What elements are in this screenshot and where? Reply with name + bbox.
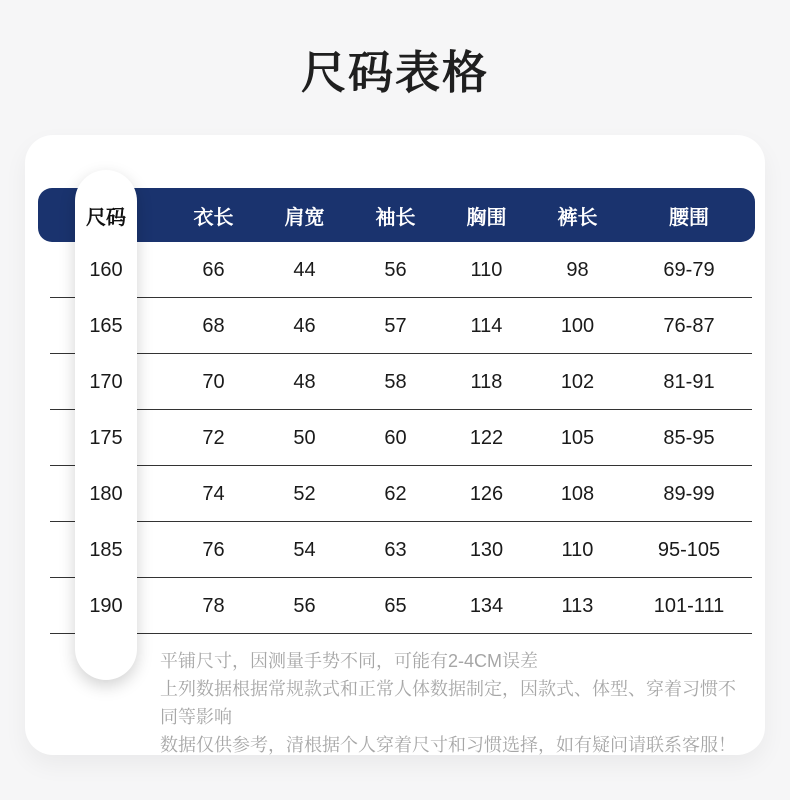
note-line: 数据仅供参考，清根据个人穿着尺寸和习惯选择，如有疑问请联系客服！	[160, 735, 736, 755]
size-value: 180	[89, 482, 123, 505]
cell-value: 122	[469, 426, 504, 449]
cell-value: 102	[560, 370, 595, 393]
table-row	[38, 466, 755, 522]
cell-value: 98	[566, 258, 589, 281]
cell-value: 130	[469, 538, 504, 561]
cell-value: 95-105	[657, 538, 721, 561]
cell-value: 118	[470, 370, 503, 393]
size-value: 170	[89, 370, 123, 393]
cell-value: 56	[384, 258, 407, 281]
cell-value: 85-95	[663, 426, 715, 449]
cell-value: 48	[293, 370, 316, 393]
table-row	[38, 578, 755, 634]
header-cell-waist: 腰围	[669, 206, 709, 229]
cell-value: 46	[293, 314, 316, 337]
cell-value: 110	[470, 258, 503, 281]
cell-value: 76	[202, 538, 225, 561]
cell-value: 57	[384, 314, 407, 337]
cell-value: 70	[202, 370, 225, 393]
cell-value: 78	[202, 594, 225, 617]
header-cell-garment-length: 衣长	[193, 206, 234, 229]
cell-value: 113	[561, 594, 594, 617]
size-value: 185	[89, 538, 123, 561]
header-cell-shoulder-width: 肩宽	[284, 206, 325, 229]
table-row	[38, 298, 755, 354]
table-row	[38, 242, 755, 298]
size-chart-card	[25, 135, 765, 755]
table-row	[38, 410, 755, 466]
size-value: 190	[89, 594, 123, 617]
size-column-pill	[75, 170, 137, 680]
cell-value: 50	[293, 426, 316, 449]
page-title: 尺码表格	[300, 47, 489, 98]
cell-value: 62	[384, 482, 407, 505]
cell-value: 81-91	[663, 370, 715, 393]
cell-value: 65	[384, 594, 407, 617]
cell-value: 100	[560, 314, 595, 337]
cell-value: 52	[293, 482, 316, 505]
cell-value: 72	[202, 426, 225, 449]
cell-value: 108	[560, 482, 595, 505]
note-line: 平铺尺寸，因测量手势不同，可能有2-4CM误差	[160, 651, 539, 671]
cell-value: 105	[560, 426, 595, 449]
cell-value: 44	[293, 258, 316, 281]
table-row	[38, 354, 755, 410]
cell-value: 114	[470, 314, 503, 337]
cell-value: 68	[202, 314, 225, 337]
cell-value: 89-99	[663, 482, 715, 505]
cell-value: 110	[561, 538, 594, 561]
cell-value: 69-79	[663, 258, 715, 281]
header-cell-chest: 胸围	[466, 206, 507, 229]
cell-value: 63	[384, 538, 407, 561]
table-body	[38, 242, 755, 634]
cell-value: 66	[202, 258, 225, 281]
cell-value: 54	[293, 538, 316, 561]
size-value: 175	[89, 426, 123, 449]
cell-value: 101-111	[653, 594, 725, 617]
cell-value: 134	[469, 594, 504, 617]
cell-value: 60	[384, 426, 407, 449]
cell-value: 126	[469, 482, 504, 505]
size-value: 160	[89, 258, 123, 281]
table-header-row	[38, 188, 755, 242]
header-cell-pants-length: 裤长	[557, 206, 598, 229]
cell-value: 58	[384, 370, 407, 393]
measurement-notes	[160, 647, 740, 759]
note-line: 上列数据根据常规款式和正常人体数据制定，因款式、体型、穿着习惯不同等影响	[160, 679, 736, 727]
table-row	[38, 522, 755, 578]
cell-value: 74	[202, 482, 225, 505]
cell-value: 76-87	[663, 314, 715, 337]
cell-value: 56	[293, 594, 316, 617]
header-cell-sleeve-length: 袖长	[375, 206, 416, 229]
size-value: 165	[89, 314, 123, 337]
size-column-header: 尺码	[86, 206, 126, 229]
